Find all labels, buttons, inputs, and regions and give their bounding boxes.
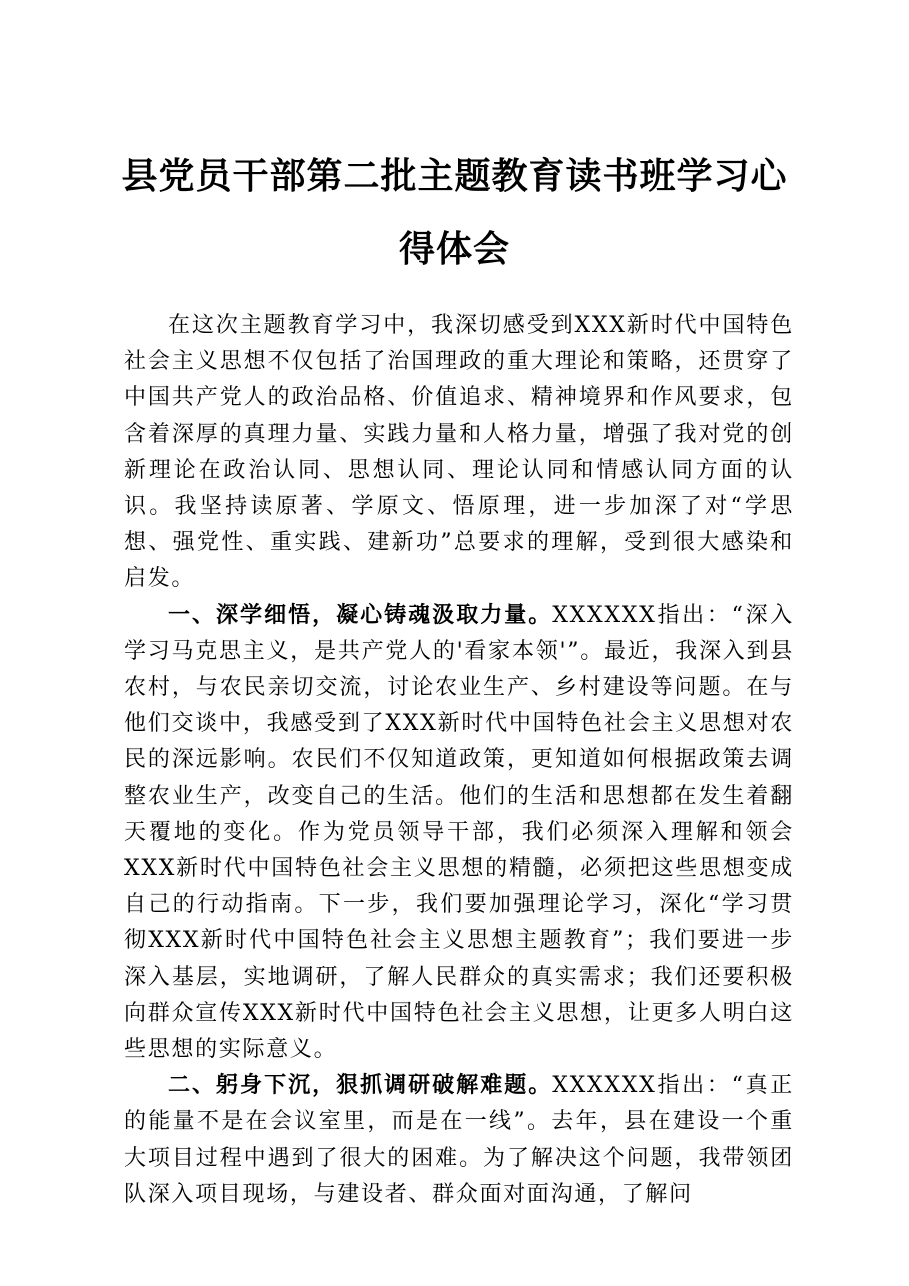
document-title: 县党员干部第二批主题教育读书班学习心得体会 — [121, 155, 788, 270]
paragraph-text: XXXXXX指出：“深入学习马克思主义，是共产党人的'看家本领'”。最近，我深入到县农村，与农民亲切交流，讨论农业生产、乡村建设等问题。在与他们交谈中，我感受到了XXX新时代中国特色社会主义思想对农民的深远影响。农民们不仅知道政策，更知道如何根据政策去调整农业生产，改变自己的生活。他们的生活和思想都在发生着翻天覆地的变化。作为党员领导干部，我们必须深入理解和领会XXX新时代中国特色社会主义思想的精髓，必须把这些思想变成自己的行动指南。下一步，我们要加强理论学习，深化“学习贯彻XXX新时代中国特色社会主义思想主题教育”；我们要进一步深入基层，实地调研，了解人民群众的真实需求；我们还要积极向群众宣传XXX新时代中国特色社会主义思想，让更多人明白这些思想的实际意义。 — [124, 602, 794, 1063]
paragraph-text: 在这次主题教育学习中，我深切感受到XXX新时代中国特色社会主义思想不仅包括了治国理政的重大理论和策略，还贯穿了中国共产党人的政治品格、价值追求、精神境界和作风要求，包含着深厚的真理力量、实践力量和人格力量，增强了我对党的创新理论在政治认同、思想认同、理论认同和情感认同方面的认识。我坚持读原著、学原文、悟原理，进一步加深了对“学思想、强党性、重实践、建新功”总要求的理解，受到很大感染和启发。 — [124, 313, 794, 592]
document-body — [124, 308, 794, 1213]
section-heading: 一、深学细悟，凝心铸魂汲取力量。 — [168, 602, 553, 628]
paragraph-section-1 — [124, 598, 794, 1069]
paragraph-section-2 — [124, 1068, 794, 1213]
section-heading: 二、躬身下沉，狠抓调研破解难题。 — [168, 1073, 553, 1099]
paragraph-intro — [124, 308, 794, 598]
paragraph-text: XXXXXX指出：“真正的能量不是在会议室里，而是在一线”。去年，县在建设一个重大项目过程中遇到了很大的困难。为了解决这个问题，我带领团队深入项目现场，与建设者、群众面对面沟通，了解问 — [124, 1073, 794, 1207]
